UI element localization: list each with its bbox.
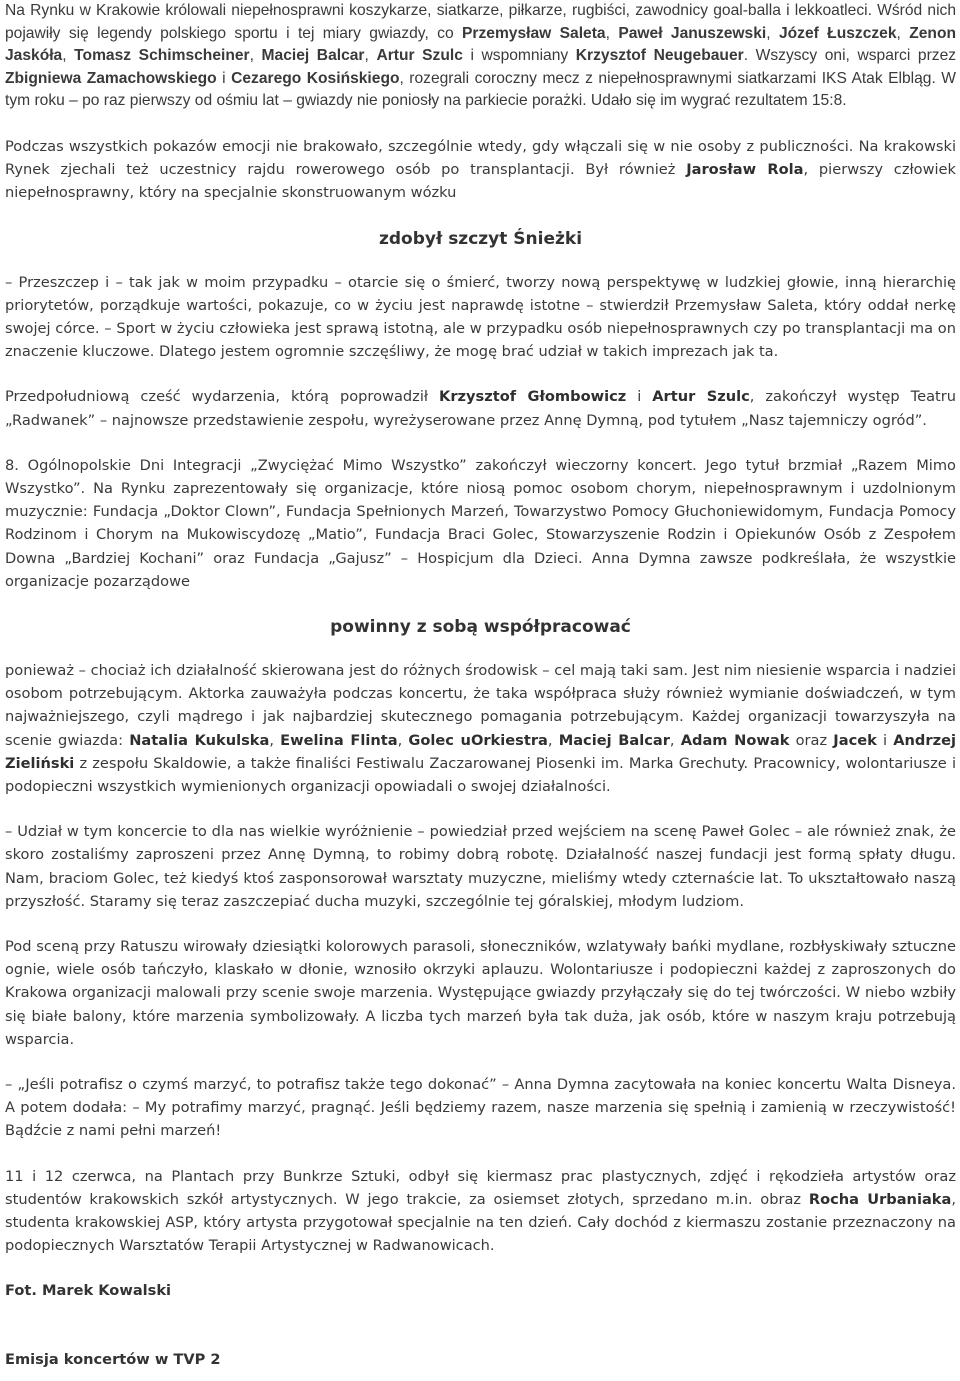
heading-sniezka: zdobył szczyt Śnieżki [378,228,583,249]
name-artur-szulc-2: Artur Szulc [652,388,750,406]
name-andrzej-zielinski: Andrzej Zieliński [5,731,956,772]
name-jacek: Jacek [833,731,877,749]
name-jaroslaw-rola: Jarosław Rola [686,161,804,179]
paragraph-morning-part: Przedpołudniową cześć wydarzenia, którą poprowadził Krzysztof Głombowicz i Artur Szulc, zakończył występ Teatru „Radwanek” – najnowsze przedstawienie zespołu, wyreżyserowane przez Annę Dymną, pod tytułem „Nasz tajemniczy ogród”. [5,388,957,429]
name-roch-urbaniak: Rocha Urbaniaka [808,1190,952,1208]
footer-heading: Emisja koncertów w TVP 2 [5,1351,221,1369]
name-krzysztof-neugebauer: Krzysztof Neugebauer [575,47,744,65]
name-przemyslaw-saleta: Przemysław Saleta [462,24,606,42]
paragraph-fair: 11 i 12 czerwca, na Plantach przy Bunkrze Sztuki, odbył się kiermasz prac plastycznych, zdjęć i rękodzieła artystów oraz studentów krakowskich szkół artystycznych. W jego trakcie, za osiemset złotych, sprzedano m.in. obraz Rocha Urbaniaka, studenta krakowskiej ASP, który artysta przygotował specjalnie na ten dzień. Cały dochód z kiermaszu zostanie przeznaczony na podopiecznych Warsztatów Terapii Artystycznej w Radwanowicach. [5,1167,956,1255]
paragraph-golec-quote: – Udział w tym koncercie to dla nas wielkie wyróżnienie – powiedział przed wejściem na scenę Paweł Golec – ale również znak, że skoro zostaliśmy zaproszeni przez Annę Dymną, to robimy dobrą robotę. Działalność naszej fundacji jest formą spłaty długu. Nam, braciom Golec, też kiedyś ktoś zasponsorował warsztaty muzyczne, mieliśmy wtedy czternaście lat. To ukształtowało naszą przyszłość. Staramy się teraz zaszczepiać ducha muzyki, szczególnie tej góralskiej, młodym ludziom. [5,823,956,910]
paragraph-shows: Podczas wszystkich pokazów emocji nie brakowało, szczególnie wtedy, gdy włączali się w nie osoby z publiczności. Na krakowski Rynek zjechali też uczestnicy rajdu rowerowego osób po transplantacji. Był również Jarosław Rola, pierwszy człowiek niepełnosprawny, który na specjalnie skonstruowanym wózku [5,137,956,202]
name-jozef-luszczek: Józef Łuszczek [778,24,897,42]
name-golec-uorkiestra: Golec uOrkiestra [408,731,548,749]
name-natalia-kukulska: Natalia Kukulska [129,731,270,749]
name-artur-szulc: Artur Szulc [376,47,463,65]
paragraph-stage: Pod sceną przy Ratuszu wirowały dziesiątki kolorowych parasoli, słoneczników, wzlatywały bańki mydlane, rozbłyskiwały sztuczne ognie, wiele osób tańczyło, klaskało w dłonie, wznosiło okrzyki aplauzu. Wolontariusze i podopieczni każdej z zaproszonych do Krakowa organizacji malowali przy scenie swoje marzenia. Występujące gwiazdy przyłączały się do tej twórczości. W niebo wzbiły się białe balony, które marzenia symbolizowały. A liczba tych marzeń była tak duża, jak osób, które w naszym kraju potrzebują wsparcia. [5,938,956,1048]
paragraph-dymna-quote: – „Jeśli potrafisz o czymś marzyć, to potrafisz także tego dokonać” – Anna Dymna zacytowała na koniec koncertu Walta Disneya. A potem dodała: – My potrafimy marzyć, pragnąć. Jeśli będziemy razem, nasze marzenia się spełnią i zamienią w rzeczywistość! Bądźcie z nami pełni marzeń! [5,1076,956,1140]
name-tomasz-schimscheiner: Tomasz Schimscheiner [74,47,250,65]
paragraph-intro: Na Rynku w Krakowie królowali niepełnosprawni koszykarze, siatkarze, piłkarze, rugbiści, zawodnicy goal-balla i lekkoatleci. Wśród nich pojawiły się legendy polskiego sportu i tej miary gwiazdy, co Przemysław Saleta, Paweł Januszewski, Józef Łuszczek, Zenon Jaskóła, Tomasz Schimscheiner, Maciej Balcar, Artur Szulc i wspomniany Krzysztof Neugebauer. Wszyscy oni, wsparci przez Zbigniewa Zamachowskiego i Cezarego Kosińskiego, rozegrali coroczny mecz z niepełnosprawnymi siatkarzami IKS Atak Elbląg. W tym roku – po raz pierwszy od ośmiu lat – gwiazdy nie poniosły na parkiecie porażki. Udało się im wygrać rezultatem 15:8. [5,2,957,110]
heading-cooperation: powinny z sobą współpracować [330,617,631,638]
paragraph-organizations: ponieważ – chociaż ich działalność skierowana jest do różnych środowisk – cel mają taki sam. Jest nim niesienie wsparcia i nadziei osobom potrzebującym. Aktorka zauważyła podczas koncertu, że taka współpraca służy również wymianie doświadczeń, w tym najważniejszego, czyli mądrego i jak najbardziej skutecznego pomagania potrzebującym. Każdej organizacji towarzyszyła na scenie gwiazda: Natalia Kukulska, Ewelina Flinta, Golec uOrkiestra, Maciej Balcar, Adam Nowak oraz Jacek i Andrzej Zieliński z zespołu Skaldowie, a także finaliści Festiwalu Zaczarowanej Piosenki im. Marka Grechuty. Pracownicy, wolontariusze i podopieczni wszystkich wymienionych organizacji opowiadali o swojej działalności. [5,662,956,796]
paragraph-match: , rozegrali coroczny mecz z niepełnosprawnymi siatkarzami IKS Atak Elbląg. W tym roku – po raz pierwszy od ośmiu lat – gwiazdy nie poniosły na parkiecie porażki. Udało się im wygrać rezultatem 15:8. [5,69,956,110]
name-pawel-januszewski: Paweł Januszewski [618,24,767,42]
name-maciej-balcar-2: Maciej Balcar [558,731,670,749]
name-adam-nowak: Adam Nowak [680,731,790,749]
name-maciej-balcar: Maciej Balcar [261,47,365,65]
name-ewelina-flinta: Ewelina Flinta [280,731,398,749]
name-zbigniew-zamachowski: Zbigniewa Zamachowskiego [5,69,217,87]
paragraph-saleta-quote: – Przeszczep i – tak jak w moim przypadku – otarcie się o śmierć, tworzy nową perspektywę w ludzkiej głowie, inną hierarchię priorytetów, porządkuje wartości, pokazuje, co w życiu jest naprawdę istotne – stwierdził Przemysław Saleta, który oddał nerkę swojej córce. – Sport w życiu człowieka jest sprawą istotną, ale w przypadku osób niepełnosprawnych czy po transplantacji ma on znaczenie kluczowe. Dlatego jestem ogromnie szczęśliwy, że mogę brać udział w takich imprezach jak ta. [5,273,956,361]
photo-credit: Fot. Marek Kowalski [5,1282,172,1300]
paragraph-concert: 8. Ogólnopolskie Dni Integracji „Zwyciężać Mimo Wszystko” zakończył wieczorny koncert. Jego tytuł brzmiał „Razem Mimo Wszystko”. Na Rynku zaprezentowały się organizacje, które niosą pomoc osobom chorym, niepełnosprawnym i uzdolnionym muzycznie: Fundacja „Doktor Clown”, Fundacja Spełnionych Marzeń, Towarzystwo Pomocy Głuchoniewidomym, Fundacja Pomocy Rodzinom i Chorym na Mukowiscydozę „Matio”, Fundacja Braci Golec, Stowarzyszenie Rodzin i Opiekunów Osób z Zespołem Downa „Bardziej Kochani” oraz Fundacja „Gajusz” – Hospicjum dla Dzieci. Anna Dymna zawsze podkreślała, że wszystkie organizacje pozarządowe [5,456,956,590]
name-cezary-kosinski: Cezarego Kosińskiego [231,69,400,87]
name-zenon-jaskola: Zenon Jaskóła [5,24,957,65]
name-krzysztof-glombowicz: Krzysztof Głombowicz [439,388,627,406]
